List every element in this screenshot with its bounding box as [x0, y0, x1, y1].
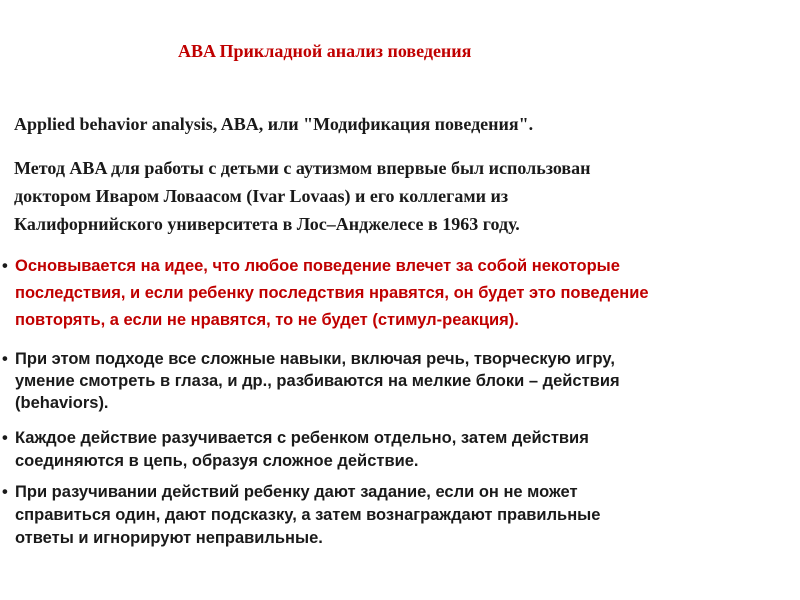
- bullet-marker: •: [2, 483, 8, 501]
- bullet-item: [2, 481, 600, 550]
- bullet-line: При этом подходе все сложные навыки, включая речь, творческую игру,: [15, 350, 615, 368]
- bullet-line: ответы и игнорируют неправильные.: [15, 529, 323, 547]
- bullet-line: соединяются в цепь, образуя сложное действие.: [15, 452, 419, 470]
- bullet-marker: •: [2, 257, 8, 275]
- bullet-marker: •: [2, 429, 8, 447]
- slide-title: ABA Прикладной анализ поведения: [178, 41, 472, 61]
- history-line: Метод ABA для работы с детьми с аутизмом впервые был использован: [14, 158, 591, 178]
- intro-paragraph: Applied behavior analysis, ABA, или "Модификация поведения".: [14, 114, 534, 134]
- history-line: Калифорнийского университета в Лос–Анджелесе в 1963 году.: [14, 214, 520, 234]
- bullet-line: умение смотреть в глаза, и др., разбиваются на мелкие блоки – действия: [15, 372, 620, 390]
- principle-line: последствия, и если ребенку последствия нравятся, он будет это поведение: [15, 284, 649, 302]
- principle-line: Основывается на идее, что любое поведение влечет за собой некоторые: [15, 257, 620, 275]
- principle-line: повторять, а если не нравятся, то не будет (стимул-реакция).: [15, 311, 519, 329]
- bullet-marker: •: [2, 350, 8, 368]
- bullet-item: [2, 348, 620, 414]
- bullet-line: справиться один, дают подсказку, а затем вознаграждают правильные: [15, 506, 601, 524]
- bullet-line: (behaviors).: [15, 394, 109, 412]
- principle-bullet: [2, 253, 649, 334]
- bullet-item: [2, 427, 589, 473]
- bullet-line: Каждое действие разучивается с ребенком отдельно, затем действия: [15, 429, 589, 447]
- bullet-line: При разучивании действий ребенку дают задание, если он не может: [15, 483, 578, 501]
- history-paragraph: [14, 154, 591, 238]
- history-line: доктором Иваром Ловаасом (Ivar Lovaas) и его коллегами из: [14, 186, 509, 206]
